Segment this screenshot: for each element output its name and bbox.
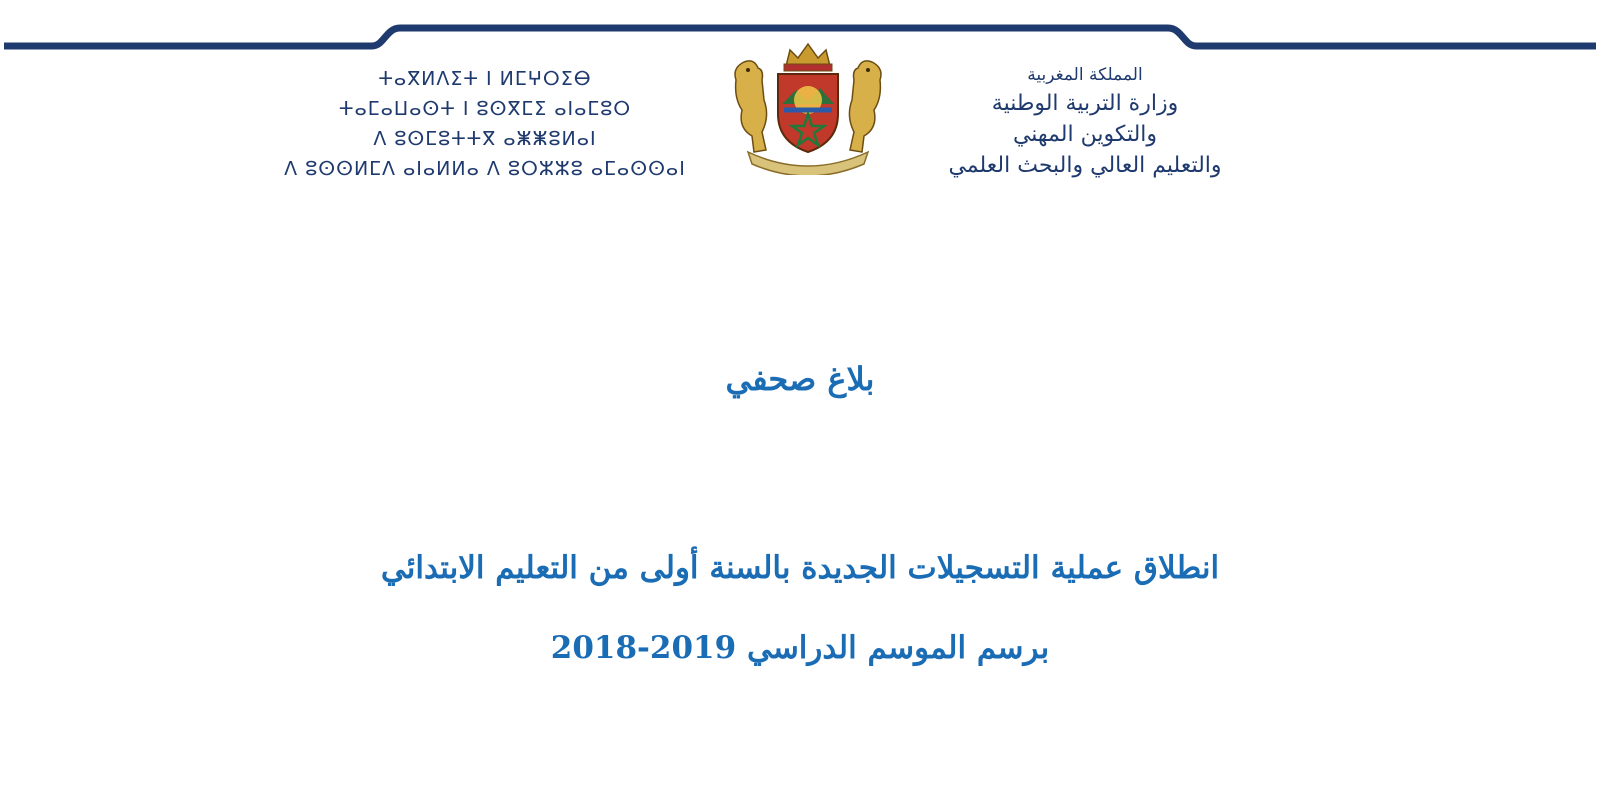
document-title: بلاغ صحفي bbox=[725, 360, 875, 398]
ministry-line: والتكوين المهني bbox=[1012, 122, 1158, 147]
tifinagh-line: ⴷ ⵓⵙⵙⵍⵎⴷ ⴰⵏⴰⵍⵍⴰ ⴷ ⵓⵔⵣⵣⵓ ⴰⵎⴰⵙⵙⴰⵏ bbox=[284, 158, 686, 180]
tifinagh-line: ⴷ ⵓⵙⵎⵓⵜⵜⴳ ⴰⵥⵥⵓⵍⴰⵏ bbox=[373, 128, 597, 150]
tifinagh-line: ⵜⴰⴳⵍⴷⵉⵜ ⵏ ⵍⵎⵖⵔⵉⴱ bbox=[378, 68, 592, 90]
ministry-line: وزارة التربية الوطنية bbox=[991, 91, 1179, 116]
ministry-name-tifinagh bbox=[260, 64, 710, 184]
kingdom-name: المملكة المغربية bbox=[1027, 65, 1143, 85]
ministry-name-arabic bbox=[860, 62, 1310, 182]
document-subheadline: برسم الموسم الدراسي 2019-2018 bbox=[550, 630, 1050, 666]
ministry-line: والتعليم العالي والبحث العلمي bbox=[948, 153, 1222, 178]
document-headline: انطلاق عملية التسجيلات الجديدة بالسنة أولى من التعليم الابتدائي bbox=[380, 550, 1220, 586]
tifinagh-line: ⵜⴰⵎⴰⵡⴰⵙⵜ ⵏ ⵓⵙⴳⵎⵉ ⴰⵏⴰⵎⵓⵔ bbox=[338, 98, 632, 120]
